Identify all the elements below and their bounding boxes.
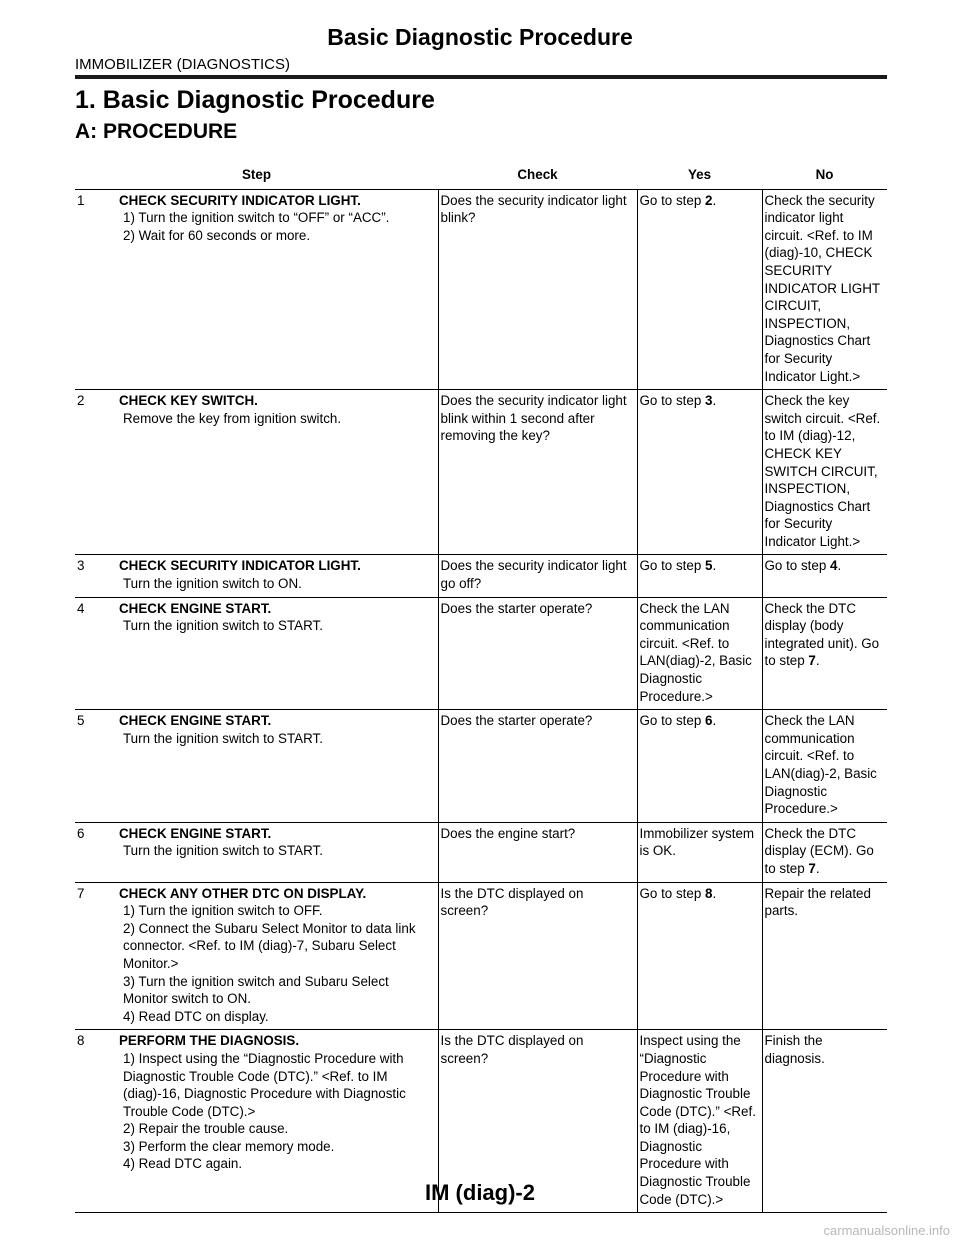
step-cell xyxy=(117,390,438,555)
no-text: Check the LAN communication circuit. <Ref. to LAN(diag)-2, Basic Diagnostic Procedure.> xyxy=(764,713,877,817)
step-instruction: Remove the key from ignition switch. xyxy=(123,410,342,426)
yes-cell xyxy=(637,597,762,710)
table-row xyxy=(75,822,887,882)
check-cell: Does the security indicator light blink? xyxy=(438,189,637,390)
step-instruction: 2) Connect the Subaru Select Monitor to data link connector. <Ref. to IM (diag)-7, Subaru Select Monitor.> xyxy=(123,920,416,971)
step-number: 2 xyxy=(75,390,117,555)
step-instruction: 4) Read DTC on display. xyxy=(123,1008,269,1024)
step-title: CHECK ENGINE START. xyxy=(119,600,272,616)
step-number: 3 xyxy=(75,555,117,597)
no-text-end: . xyxy=(837,558,842,574)
table-header-row xyxy=(75,160,887,189)
yes-text-end: . xyxy=(712,885,717,901)
step-cell xyxy=(117,882,438,1030)
no-text: Check the key switch circuit. <Ref. to IM (diag)-12, CHECK KEY SWITCH CIRCUIT, INSPECTION, Diagnostics Chart for Security Indicator Light.> xyxy=(764,393,881,549)
step-instruction: 4) Read DTC again. xyxy=(123,1156,243,1172)
yes-text: Go to step xyxy=(639,393,706,409)
yes-cell xyxy=(637,822,762,882)
step-title: CHECK SECURITY INDICATOR LIGHT. xyxy=(119,558,361,574)
check-cell: Is the DTC displayed on screen? xyxy=(438,882,637,1030)
column-header-no: No xyxy=(762,160,887,189)
check-cell: Does the starter operate? xyxy=(438,710,637,823)
step-instruction: 1) Inspect using the “Diagnostic Procedure with Diagnostic Trouble Code (DTC).” <Ref. to IM (diag)-16, Diagnostic Procedure with Diagnostic Trouble Code (DTC).> xyxy=(123,1050,406,1119)
main-heading: 1. Basic Diagnostic Procedure xyxy=(75,86,435,114)
check-cell: Is the DTC displayed on screen? xyxy=(438,1030,637,1213)
check-cell: Does the engine start? xyxy=(438,822,637,882)
step-number: 8 xyxy=(75,1030,117,1213)
step-cell xyxy=(117,597,438,710)
page-title: Basic Diagnostic Procedure xyxy=(327,24,633,50)
no-cell xyxy=(762,710,887,823)
step-title: CHECK ENGINE START. xyxy=(119,825,272,841)
yes-text-end: . xyxy=(712,713,717,729)
column-header-yes: Yes xyxy=(637,160,762,189)
step-number: 7 xyxy=(75,882,117,1030)
yes-text: Immobilizer system is OK. xyxy=(639,825,755,859)
table-row xyxy=(75,882,887,1030)
yes-step-ref: 6 xyxy=(705,713,713,729)
table-row xyxy=(75,710,887,823)
no-step-ref: 7 xyxy=(808,860,816,876)
no-cell xyxy=(762,189,887,390)
yes-text: Go to step xyxy=(639,192,706,208)
sub-heading: A: PROCEDURE xyxy=(75,120,238,143)
step-instruction: Turn the ignition switch to START. xyxy=(123,730,323,746)
step-instruction: 1) Turn the ignition switch to OFF. xyxy=(123,903,323,919)
watermark: carmanualsonline.info xyxy=(823,1223,950,1238)
no-cell xyxy=(762,555,887,597)
step-title: CHECK ENGINE START. xyxy=(119,713,272,729)
step-title: PERFORM THE DIAGNOSIS. xyxy=(119,1033,300,1049)
no-text: Repair the related parts. xyxy=(764,885,871,919)
step-cell xyxy=(117,822,438,882)
step-instruction: Turn the ignition switch to START. xyxy=(123,618,323,634)
step-instruction: Turn the ignition switch to START. xyxy=(123,843,323,859)
column-header-check: Check xyxy=(438,160,637,189)
column-header-step: Step xyxy=(75,160,438,189)
table-row xyxy=(75,597,887,710)
no-step-ref: 7 xyxy=(808,653,816,669)
yes-text: Go to step xyxy=(639,713,706,729)
no-text: Check the security indicator light circuit. <Ref. to IM (diag)-10, CHECK SECURITY INDICATOR LIGHT CIRCUIT, INSPECTION, Diagnostics Chart for Security Indicator Light.> xyxy=(764,192,880,384)
step-number: 6 xyxy=(75,822,117,882)
section-label: IMMOBILIZER (DIAGNOSTICS) xyxy=(75,56,291,73)
step-number: 5 xyxy=(75,710,117,823)
step-title: CHECK KEY SWITCH. xyxy=(119,393,258,409)
table-row xyxy=(75,189,887,390)
step-instruction: 2) Wait for 60 seconds or more. xyxy=(123,227,311,243)
step-instruction: 3) Perform the clear memory mode. xyxy=(123,1138,335,1154)
table-row xyxy=(75,390,887,555)
yes-text: Check the LAN communication circuit. <Ref. to LAN(diag)-2, Basic Diagnostic Procedure.> xyxy=(639,600,752,704)
yes-text: Go to step xyxy=(639,558,706,574)
yes-text: Go to step xyxy=(639,885,706,901)
no-text-end: . xyxy=(815,653,820,669)
no-cell xyxy=(762,390,887,555)
table-body xyxy=(75,189,887,1213)
yes-cell xyxy=(637,189,762,390)
yes-step-ref: 8 xyxy=(705,885,713,901)
step-number: 1 xyxy=(75,189,117,390)
no-text: Check the DTC display (ECM). Go to step xyxy=(764,825,874,876)
procedure-table xyxy=(75,160,887,1213)
yes-cell xyxy=(637,710,762,823)
no-step-ref: 4 xyxy=(830,558,838,574)
no-cell xyxy=(762,597,887,710)
yes-text-end: . xyxy=(712,393,717,409)
table-row xyxy=(75,555,887,597)
no-text: Check the DTC display (body integrated unit). Go to step xyxy=(764,600,880,669)
step-title: CHECK ANY OTHER DTC ON DISPLAY. xyxy=(119,885,367,901)
yes-step-ref: 5 xyxy=(705,558,713,574)
step-instruction: 2) Repair the trouble cause. xyxy=(123,1121,289,1137)
no-text: Finish the diagnosis. xyxy=(764,1033,825,1066)
no-text-end: . xyxy=(815,860,820,876)
yes-text-end: . xyxy=(712,558,717,574)
no-cell xyxy=(762,822,887,882)
no-text: Go to step xyxy=(764,558,831,574)
check-cell: Does the security indicator light go off? xyxy=(438,555,637,597)
yes-text-end: . xyxy=(712,192,717,208)
check-cell: Does the security indicator light blink within 1 second after removing the key? xyxy=(438,390,637,555)
step-title: CHECK SECURITY INDICATOR LIGHT. xyxy=(119,192,361,208)
step-cell xyxy=(117,189,438,390)
yes-cell xyxy=(637,882,762,1030)
step-instruction: 1) Turn the ignition switch to “OFF” or “ACC”. xyxy=(123,210,390,226)
check-cell: Does the starter operate? xyxy=(438,597,637,710)
yes-text: Inspect using the “Diagnostic Procedure with Diagnostic Trouble Code (DTC).” <Ref. to IM (diag)-16, Diagnostic Procedure with Diagnostic Trouble Code (DTC).> xyxy=(639,1033,756,1207)
no-cell xyxy=(762,882,887,1030)
step-number: 4 xyxy=(75,597,117,710)
step-cell xyxy=(117,555,438,597)
step-instruction: Turn the ignition switch to ON. xyxy=(123,576,302,592)
step-cell xyxy=(117,710,438,823)
step-instruction: 3) Turn the ignition switch and Subaru Select Monitor switch to ON. xyxy=(123,973,389,1007)
yes-cell xyxy=(637,555,762,597)
page-number: IM (diag)-2 xyxy=(425,1180,535,1205)
yes-step-ref: 3 xyxy=(705,393,713,409)
yes-step-ref: 2 xyxy=(705,192,713,208)
header-rule xyxy=(75,75,887,79)
yes-cell xyxy=(637,390,762,555)
